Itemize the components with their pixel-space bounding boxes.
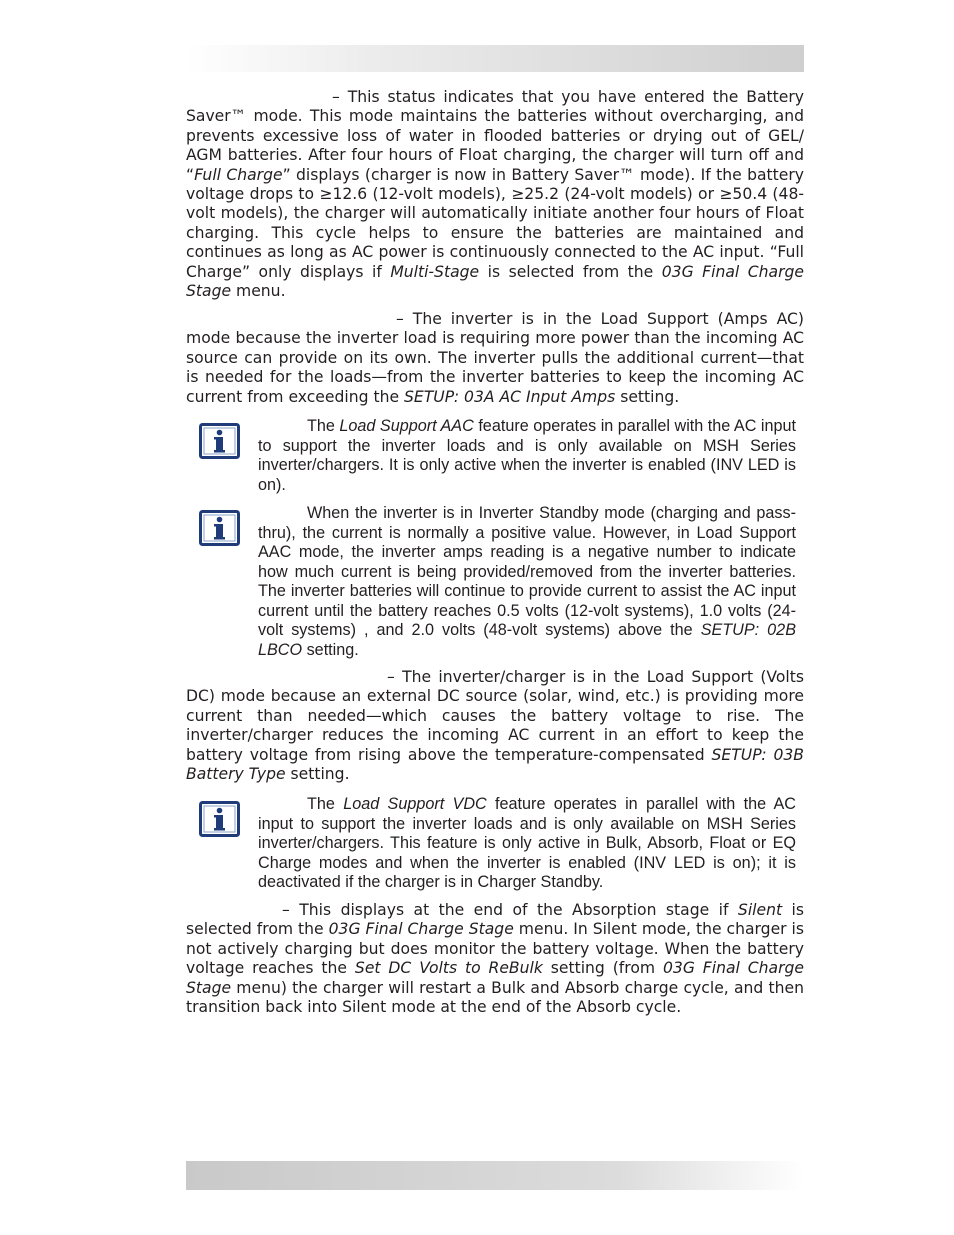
- italic-term: Silent: [737, 901, 783, 919]
- inverter-amps-info-note: [258, 504, 796, 660]
- text-run: menu) the charger will restart a Bulk and Absorb charge cycle, and then transition back into Silent mode at the end of the Absorb cycle.: [186, 978, 804, 1017]
- text-run: setting (from: [542, 959, 663, 978]
- italic-term: Load Support VDC: [343, 795, 487, 813]
- load-support-vdc-paragraph: [186, 668, 804, 784]
- load-support-aac-paragraph: [186, 310, 804, 407]
- text-run: – This status indicates that you have entered the Battery Saver™ mode. This mode maintains the batteries without overcharging, and prevents excessive loss of water in flooded batteries or drying out of GEL/ AGM batteries. After four hours of Float charging, the charger will turn off and “: [186, 88, 804, 184]
- load-support-vdc-info-note: [258, 795, 796, 893]
- italic-term: Load Support AAC: [339, 417, 474, 435]
- italic-term: Multi-Stage: [390, 262, 480, 281]
- text-run: ” displays (charger is now in Battery Saver™ mode). If the battery voltage drops to ≥12.6 (12-volt models), ≥25.2 (24-volt models) or ≥50.4 (48-volt models), the charger will automatically initiate another four hours of Float charging. This cycle helps to ensure the batteries are maintained and continues as long as AC power is continuously connected to the AC input. “Full Charge” only displays if: [186, 165, 804, 281]
- text-run: setting.: [615, 387, 680, 406]
- italic-term: 03G Final Charge Stage: [186, 959, 804, 997]
- text-run: menu.: [231, 282, 286, 301]
- text-run: – The inverter/charger is in the Load Support (Volts DC) mode because an external DC source (solar, wind, etc.) is providing more current than needed—which causes the battery voltage to rise. The inverter/charger reduces the incoming AC current in an effort to keep the battery voltage from rising above the temperature-compensated: [186, 668, 804, 764]
- italic-term: Set DC Volts to ReBulk: [354, 959, 543, 978]
- header-band: [186, 45, 804, 72]
- text-run: – The inverter is in the Load Support (Amps AC) mode because the inverter load is requiring more power than the incoming AC source can provide on its own. The inverter pulls the additional current—that is needed for the loads—from the inverter batteries to keep the incoming AC current from exceeding the: [186, 310, 804, 406]
- info-icon: [199, 510, 240, 546]
- info-icon: [199, 423, 240, 459]
- load-support-aac-info-note: [258, 417, 796, 495]
- text-run: setting.: [285, 765, 350, 784]
- italic-term: Full Charge: [194, 165, 283, 184]
- text-run: menu. In Silent mode, the charger is not actively charging but does monitor the battery voltage. When the battery voltage reaches the: [186, 920, 805, 978]
- text-run: feature operates in parallel with the AC input to support the inverter loads and is only available on MSH Series inverter/chargers. It is only active when the inverter is enabled (INV LED is on).: [258, 417, 796, 494]
- text-run: When the inverter is in Inverter Standby mode (charging and pass-thru), the current is normally a positive value. However, in Load Support AAC mode, the inverter amps reading is a negative number to indicate how much current is being provided/removed from the inverter batteries. The inverter batteries will continue to provide current to assist the AC input current until the battery reaches 0.5 volts (12-volt systems), 1.0 volts (24-volt systems) , and 2.0 volts (48-volt systems) above the: [258, 504, 796, 639]
- italic-term: 03G Final Charge Stage: [186, 262, 804, 301]
- text-run: – This displays at the end of the Absorption stage if: [282, 901, 738, 919]
- silent-mode-paragraph: [186, 901, 804, 1017]
- italic-term: 03G Final Charge Stage: [328, 920, 514, 939]
- text-run: setting.: [302, 640, 359, 659]
- italic-term: SETUP: 03B Battery Type: [186, 745, 804, 784]
- text-run: is selected from the: [186, 901, 804, 939]
- text-run: The: [307, 417, 340, 435]
- italic-term: SETUP: 03A AC Input Amps: [404, 387, 616, 406]
- info-icon: [199, 801, 240, 837]
- footer-band: [186, 1161, 804, 1190]
- text-run: feature operates in parallel with the AC input to support the inverter loads and is only available on MSH Series inverter/chargers. This feature is only active in Bulk, Absorb, Float or EQ Charge modes and when the inverter is enabled (INV LED is on); it is deactivated if the charger is in Charger Standby.: [258, 795, 796, 891]
- text-run: The: [307, 795, 344, 813]
- italic-term: SETUP: 02B LBCO: [258, 621, 796, 659]
- battery-saver-paragraph: [186, 88, 804, 301]
- text-run: is selected from the: [479, 262, 662, 281]
